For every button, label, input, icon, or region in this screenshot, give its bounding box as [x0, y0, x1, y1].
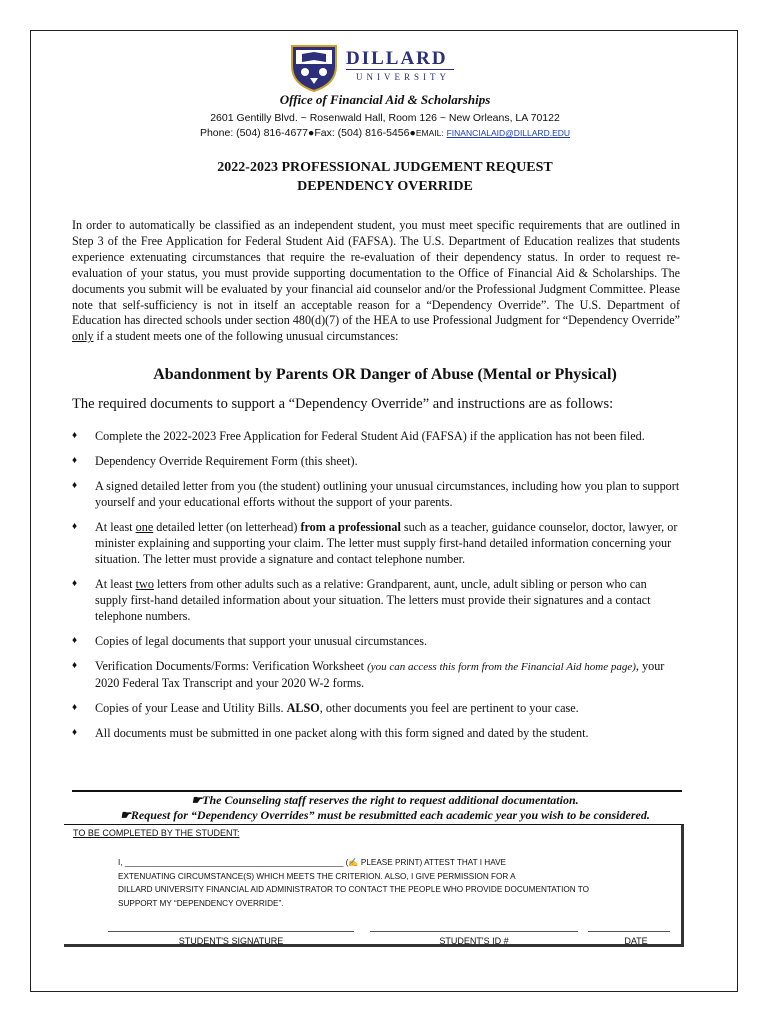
list-item — [72, 519, 682, 567]
list-item-text: Complete the 2022-2023 Free Application for Federal Student Aid (FAFSA) if the application has not been filed. — [95, 429, 645, 443]
list-item-text: Verification Documents/Forms: Verification Worksheet — [95, 659, 368, 673]
list-item-text: Dependency Override Requirement Form (this sheet). — [95, 454, 358, 468]
emphasis-professional: from a professional — [300, 520, 401, 534]
note-text: The Counseling staff reserves the right to request additional documentation. — [202, 793, 579, 807]
list-item — [72, 725, 682, 741]
list-item — [72, 478, 682, 510]
list-item-text: letters from other adults such as a relative: Grandparent, aunt, uncle, adult sibling or person who can supply first-hand detailed information about your situation. The letters must provide their signatures and a contact telephone numbers. — [95, 577, 651, 623]
list-item-text: Copies of your Lease and Utility Bills. — [95, 701, 287, 715]
university-logo — [288, 42, 468, 92]
circumstance-heading: Abandonment by Parents OR Danger of Abuse (Mental or Physical) — [153, 366, 617, 383]
intro-text-end: if a student meets one of the following unusual circumstances: — [93, 329, 399, 344]
signature-label: STUDENT'S SIGNATURE — [178, 936, 284, 946]
list-item-text: , other documents you feel are pertinent to your case. — [319, 701, 579, 715]
list-item-text: , your 2020 Federal Tax Transcript and your 2020 W-2 forms. — [95, 659, 665, 690]
intro-text: In order to automatically be classified as an independent student, you must meet specific requirements that are outlined in Step 3 of the Free Application for Federal Student Aid (FAFSA). The U.S. Department of Education realizes that students experience extenuating circumstances that require the re-evaluation of their dependency status. In order to request re-evaluation of your status, you must provide supporting documentation to the Office of Financial Aid & Scholarships. The documents you submit will be evaluated by your financial aid counselor and/or the Professional Judgment Committee. Please note that self-sufficiency is not in itself an acceptable reason for a “Dependency Override”. The U.S. Department of Education has directed schools under section 480(d)(7) of the HEA to use Professional Judgment for “Dependency Override” — [72, 218, 680, 328]
list-item-italic: (you can access this form from the Financial Aid home page) — [367, 661, 636, 673]
intro-only: only — [72, 329, 94, 344]
attestation-line: SUPPORT MY “DEPENDENCY OVERRIDE”. — [118, 898, 284, 908]
diamond-icon: ♦ — [72, 660, 78, 671]
diamond-icon: ♦ — [72, 635, 78, 646]
pointing-hand-icon: ☛ — [120, 808, 131, 822]
university-name: DILLARD — [346, 48, 448, 69]
note-additional-docs — [0, 793, 770, 808]
university-subtitle: UNIVERSITY — [356, 72, 450, 82]
office-address: 2601 Gentilly Blvd. ~ Rosenwald Hall, Room 126 ~ New Orleans, LA 70122 — [210, 112, 560, 124]
list-item-text: At least — [95, 520, 136, 534]
list-item — [72, 428, 682, 444]
note-resubmit — [0, 808, 770, 823]
list-item — [72, 633, 682, 649]
form-title: 2022-2023 PROFESSIONAL JUDGEMENT REQUEST — [217, 160, 553, 175]
list-item-text: A signed detailed letter from you (the student) outlining your unusual circumstances, including how you plan to support yourself and your educational efforts without the support of your parents. — [95, 479, 680, 509]
note-text: Request for “Dependency Overrides” must be resubmitted each academic year you wish to be considered. — [130, 808, 650, 822]
attestation-line: DILLARD UNIVERSITY FINANCIAL AID ADMINISTRATOR TO CONTACT THE PEOPLE WHO PROVIDE DOCUMENTATION TO — [118, 885, 590, 894]
diamond-icon: ♦ — [72, 578, 78, 589]
list-item — [72, 576, 682, 624]
signature-field[interactable] — [108, 931, 354, 932]
list-item — [72, 453, 682, 469]
bullet-dot: ● — [307, 127, 315, 139]
student-id-label: STUDENT'S ID # — [439, 936, 509, 946]
emphasis-one: one — [135, 520, 154, 534]
fax-number: Fax: (504) 816-5456 — [314, 127, 410, 139]
list-item-text: such as a teacher, guidance counselor, doctor, lawyer, or minister explaining and supporting your claim. The letter must supply first-hand detailed information concerning your situation. The letter must provide a signature and contact telephone number. — [95, 520, 678, 566]
attestation-line[interactable]: I, ________________________________________________ (✍ PLEASE PRINT) ATTEST THAT I HAVE — [118, 858, 506, 867]
list-item-text: Copies of legal documents that support your unusual circumstances. — [95, 634, 428, 648]
logo-divider — [346, 69, 454, 70]
bullet-dot: ● — [409, 127, 416, 139]
attestation-text — [118, 856, 658, 910]
requirements-intro: The required documents to support a “Dependency Override” and instructions are as follows: — [72, 396, 614, 412]
list-item-text: At least — [95, 577, 136, 591]
student-id-field[interactable] — [370, 931, 578, 932]
diamond-icon: ♦ — [72, 480, 78, 491]
office-name: Office of Financial Aid & Scholarships — [279, 92, 491, 107]
email-link[interactable]: FINANCIALAID@DILLARD.EDU — [446, 128, 571, 138]
phone-number: Phone: (504) 816-4677 — [199, 127, 308, 139]
date-field[interactable] — [588, 931, 670, 932]
date-label: DATE — [624, 936, 648, 946]
intro-paragraph — [72, 218, 680, 345]
form-subtitle: DEPENDENCY OVERRIDE — [297, 179, 473, 194]
diamond-icon: ♦ — [72, 455, 78, 466]
list-item-text: detailed letter (on letterhead) — [153, 520, 301, 534]
diamond-icon: ♦ — [72, 521, 78, 532]
shield-icon — [288, 42, 340, 92]
emphasis-two: two — [135, 577, 154, 591]
requirements-list — [72, 428, 682, 741]
list-item — [72, 658, 682, 691]
emphasis-also: ALSO — [286, 701, 320, 715]
diamond-icon: ♦ — [72, 727, 78, 738]
diamond-icon: ♦ — [72, 702, 78, 713]
student-section-label: TO BE COMPLETED BY THE STUDENT: — [73, 828, 240, 838]
list-item — [72, 700, 682, 716]
diamond-icon: ♦ — [72, 430, 78, 441]
section-divider — [72, 790, 682, 792]
pointing-hand-icon: ☛ — [191, 793, 203, 807]
attestation-line: EXTENUATING CIRCUMSTANCE(S) WHICH MEETS THE CRITERION. ALSO, I GIVE PERMISSION FOR A — [118, 871, 516, 881]
list-item-text: All documents must be submitted in one packet along with this form signed and dated by the student. — [95, 726, 589, 740]
contact-line — [0, 127, 770, 139]
email-label: EMAIL: — [415, 128, 444, 138]
